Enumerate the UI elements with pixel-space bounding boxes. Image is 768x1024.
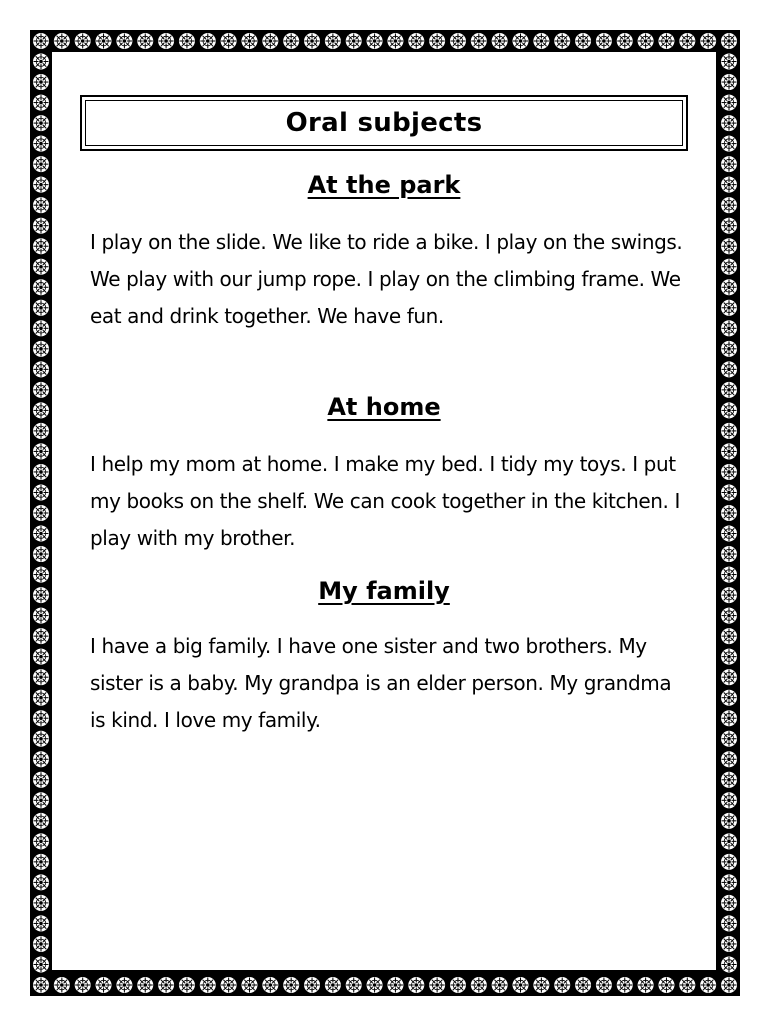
flower-icon — [575, 33, 591, 49]
flower-icon — [721, 977, 737, 993]
flower-icon — [429, 33, 445, 49]
flower-icon — [33, 402, 49, 418]
flower-icon — [721, 731, 737, 747]
flower-icon — [658, 33, 674, 49]
flower-icon — [575, 977, 591, 993]
flower-icon — [492, 33, 508, 49]
flower-icon — [33, 833, 49, 849]
flower-icon — [33, 854, 49, 870]
flower-icon — [721, 813, 737, 829]
flower-icon — [346, 977, 362, 993]
flower-icon — [33, 587, 49, 603]
flower-icon — [33, 54, 49, 70]
flower-icon — [721, 956, 737, 972]
flower-icon — [700, 977, 716, 993]
flower-icon — [33, 690, 49, 706]
flower-icon — [721, 382, 737, 398]
flower-icon — [721, 690, 737, 706]
flower-icon — [325, 977, 341, 993]
section-heading-park: At the park — [307, 171, 461, 199]
flower-icon — [679, 33, 695, 49]
flower-icon — [638, 977, 654, 993]
flower-icon — [596, 33, 612, 49]
flower-icon — [721, 279, 737, 295]
flower-icon — [158, 33, 174, 49]
flower-icon — [513, 33, 529, 49]
flower-icon — [721, 792, 737, 808]
flower-icon — [721, 649, 737, 665]
flower-icon — [33, 279, 49, 295]
flower-icon — [346, 33, 362, 49]
flower-icon — [33, 608, 49, 624]
flower-icon — [33, 115, 49, 131]
flower-icon — [283, 33, 299, 49]
flower-icon — [721, 361, 737, 377]
flower-icon — [596, 977, 612, 993]
flower-icon — [408, 33, 424, 49]
flower-icon — [33, 526, 49, 542]
flower-icon — [33, 956, 49, 972]
flower-icon — [721, 402, 737, 418]
flower-icon — [33, 936, 49, 952]
flower-icon — [33, 567, 49, 583]
flower-icon — [33, 505, 49, 521]
flower-icon — [33, 443, 49, 459]
flower-icon — [679, 977, 695, 993]
flower-icon — [721, 259, 737, 275]
flower-icon — [721, 710, 737, 726]
flower-icon — [721, 177, 737, 193]
flower-icon — [33, 382, 49, 398]
flower-icon — [721, 628, 737, 644]
flower-icon — [33, 731, 49, 747]
flower-icon — [721, 156, 737, 172]
flower-icon — [241, 33, 257, 49]
flower-icon — [513, 977, 529, 993]
flower-icon — [721, 546, 737, 562]
flower-icon — [33, 772, 49, 788]
flower-icon — [33, 628, 49, 644]
flower-icon — [492, 977, 508, 993]
flower-icon — [33, 649, 49, 665]
flower-icon — [367, 33, 383, 49]
flower-icon — [33, 74, 49, 90]
flower-icon — [33, 895, 49, 911]
flower-icon — [721, 320, 737, 336]
flower-icon — [721, 854, 737, 870]
flower-icon — [96, 977, 112, 993]
flower-icon — [33, 320, 49, 336]
flower-icon — [721, 54, 737, 70]
flower-icon — [721, 505, 737, 521]
flower-icon — [33, 915, 49, 931]
flower-icon — [96, 33, 112, 49]
flower-icon — [700, 33, 716, 49]
flower-icon — [721, 423, 737, 439]
section-heading-home: At home — [327, 393, 441, 421]
flower-icon — [33, 423, 49, 439]
flower-icon — [283, 977, 299, 993]
flower-icon — [33, 751, 49, 767]
flower-icon — [721, 443, 737, 459]
flower-icon — [200, 977, 216, 993]
flower-icon — [116, 33, 132, 49]
flower-icon — [721, 341, 737, 357]
flower-icon — [137, 33, 153, 49]
flower-icon — [721, 587, 737, 603]
flower-icon — [721, 915, 737, 931]
flower-icon — [262, 977, 278, 993]
flower-icon — [721, 669, 737, 685]
flower-icon — [721, 33, 737, 49]
flower-icon — [200, 33, 216, 49]
flower-icon — [387, 33, 403, 49]
flower-icon — [450, 33, 466, 49]
flower-icon — [262, 33, 278, 49]
flower-icon — [33, 197, 49, 213]
flower-icon — [304, 33, 320, 49]
flower-icon — [721, 936, 737, 952]
flower-icon — [33, 177, 49, 193]
flower-icon — [33, 484, 49, 500]
flower-icon — [721, 95, 737, 111]
flower-icon — [721, 772, 737, 788]
page-title: Oral subjects — [85, 100, 683, 146]
flower-icon — [116, 977, 132, 993]
flower-icon — [33, 710, 49, 726]
flower-icon — [221, 977, 237, 993]
flower-icon — [33, 341, 49, 357]
flower-icon — [721, 74, 737, 90]
flower-icon — [33, 238, 49, 254]
flower-icon — [387, 977, 403, 993]
flower-icon — [408, 977, 424, 993]
flower-icon — [33, 156, 49, 172]
flower-icon — [75, 977, 91, 993]
flower-icon — [721, 300, 737, 316]
flower-icon — [617, 33, 633, 49]
section-body-home: I help my mom at home. I make my bed. I tidy my toys. I put my books on the shelf. We can cook together in the kitchen. I play with my brother. — [90, 452, 680, 550]
title-box — [80, 95, 688, 151]
flower-icon — [721, 833, 737, 849]
flower-icon — [325, 33, 341, 49]
flower-icon — [554, 977, 570, 993]
flower-icon — [721, 484, 737, 500]
flower-icon — [554, 33, 570, 49]
flower-icon — [158, 977, 174, 993]
flower-icon — [721, 874, 737, 890]
flower-icon — [450, 977, 466, 993]
flower-icon — [33, 361, 49, 377]
flower-icon — [54, 33, 70, 49]
flower-icon — [721, 197, 737, 213]
flower-icon — [33, 464, 49, 480]
flower-icon — [471, 977, 487, 993]
flower-icon — [471, 33, 487, 49]
flower-icon — [75, 33, 91, 49]
flower-icon — [429, 977, 445, 993]
section-body-family: I have a big family. I have one sister and two brothers. My sister is a baby. My grandpa is an elder person. My grandma is kind. I love my family. — [90, 634, 672, 732]
flower-icon — [54, 977, 70, 993]
flower-icon — [617, 977, 633, 993]
flower-icon — [533, 977, 549, 993]
flower-icon — [33, 259, 49, 275]
flower-icon — [721, 567, 737, 583]
flower-icon — [367, 977, 383, 993]
flower-icon — [33, 874, 49, 890]
flower-icon — [137, 977, 153, 993]
flower-icon — [721, 751, 737, 767]
flower-icon — [33, 300, 49, 316]
flower-icon — [33, 792, 49, 808]
flower-icon — [721, 895, 737, 911]
flower-icon — [33, 813, 49, 829]
flower-icon — [658, 977, 674, 993]
flower-icon — [533, 33, 549, 49]
flower-icon — [33, 136, 49, 152]
flower-icon — [179, 33, 195, 49]
flower-icon — [33, 669, 49, 685]
flower-icon — [721, 526, 737, 542]
flower-icon — [33, 546, 49, 562]
flower-icon — [241, 977, 257, 993]
flower-icon — [721, 218, 737, 234]
flower-icon — [638, 33, 654, 49]
flower-icon — [33, 218, 49, 234]
flower-icon — [721, 136, 737, 152]
flower-icon — [721, 608, 737, 624]
flower-icon — [721, 115, 737, 131]
flower-icon — [33, 977, 49, 993]
flower-icon — [221, 33, 237, 49]
section-body-park: I play on the slide. We like to ride a bike. I play on the swings. We play with our jump rope. I play on the climbing frame. We eat and drink together. We have fun. — [90, 230, 683, 328]
flower-icon — [33, 33, 49, 49]
flower-icon — [304, 977, 320, 993]
flower-icon — [179, 977, 195, 993]
flower-icon — [721, 238, 737, 254]
flower-icon — [33, 95, 49, 111]
section-heading-family: My family — [318, 577, 450, 605]
flower-icon — [721, 464, 737, 480]
